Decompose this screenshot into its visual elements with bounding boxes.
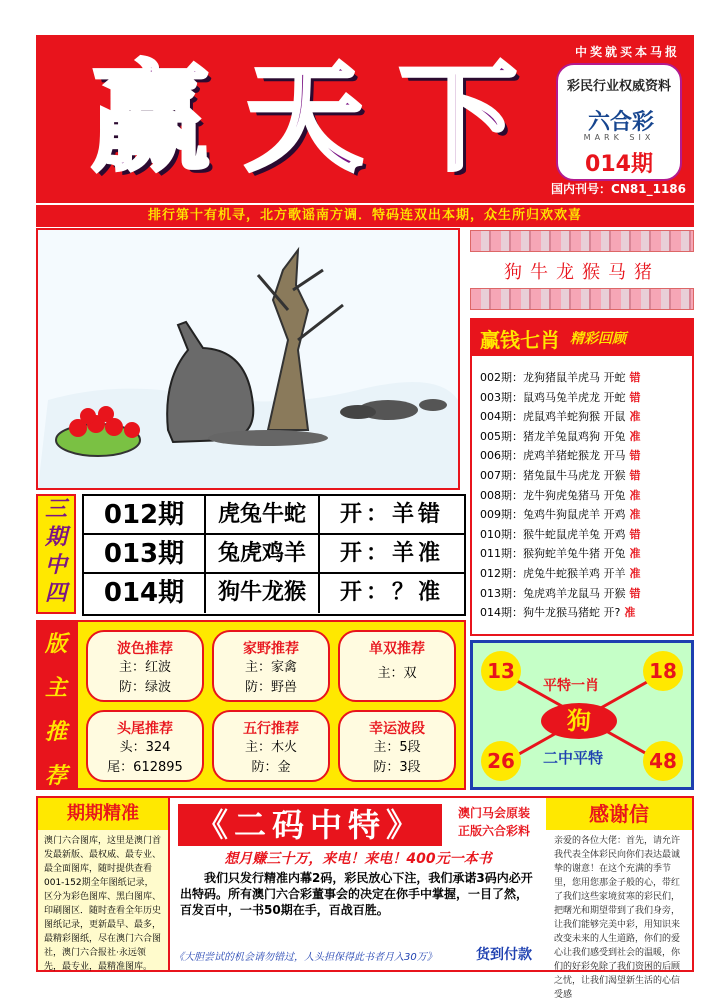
- winning-row-text: 009期：兔鸡牛狗鼠虎羊 开鸡: [480, 508, 626, 522]
- winning-row-result: 准: [629, 410, 641, 424]
- winning-row: [480, 525, 692, 545]
- row-combo: 兔虎鸡羊: [206, 535, 320, 572]
- card-line: 防：野兽: [244, 680, 297, 695]
- banner-right-line: 澳门马会原装: [457, 806, 530, 820]
- recommend-char: 主: [44, 676, 67, 701]
- footer-foot: 《大胆尝试的机会请勿错过，人头担保得此书者月入30万》: [174, 952, 437, 963]
- banknote-strip-top: [470, 230, 694, 252]
- row-result: 开：羊准: [339, 541, 444, 566]
- row-issue: 012期: [84, 496, 206, 533]
- winning-panel-subtitle: 精彩回顾: [570, 331, 626, 347]
- winning-row: [480, 486, 692, 506]
- masthead-tagline: 中奖就买本马报: [574, 45, 680, 59]
- banner-right-line: 正版六合彩料: [457, 824, 530, 838]
- winning-row: [480, 564, 692, 584]
- card-line: 主：家禽: [244, 660, 297, 675]
- winning-row-text: 005期：猪龙羊兔鼠鸡狗 开兔: [480, 429, 626, 443]
- footer-middle: [172, 798, 544, 970]
- card-line: 防：3段: [373, 760, 421, 775]
- winning-row-text: 014期：狗牛龙猴马猪蛇 开?: [480, 606, 621, 620]
- riddle-slogan: 排行第十有机寻，北方歌谣南方调．特码连双出本期，众生所归欢欢喜: [36, 203, 694, 227]
- row-combo: 虎兔牛蛇: [206, 496, 320, 533]
- winning-row-text: 012期：虎兔牛蛇猴羊鸡 开羊: [480, 566, 626, 580]
- banner-right: [446, 804, 542, 840]
- winning-row-text: 002期：龙狗猪鼠羊虎马 开蛇: [480, 371, 626, 384]
- kangaroo-tree-illustration: [36, 228, 460, 490]
- number-ball: 18: [643, 651, 683, 691]
- card-line: 主：双: [377, 666, 417, 681]
- card-title: 幸运波段: [369, 721, 425, 737]
- row-issue: 014期: [84, 574, 206, 613]
- two-code-banner: 《二码中特》: [178, 804, 442, 846]
- three-period-char: 三: [44, 497, 67, 522]
- winning-row: [480, 368, 692, 388]
- card-line: 主：5段: [373, 740, 421, 755]
- card-line: 头：324: [119, 740, 171, 755]
- special-second: 二中平特: [543, 749, 604, 767]
- table-row: [84, 535, 464, 574]
- winning-row-result: 准: [629, 566, 641, 580]
- issue-badge: [556, 63, 682, 181]
- winning-row-text: 003期：鼠鸡马兔羊虎龙 开蛇: [480, 390, 626, 404]
- kangaroo-illustration-icon: [38, 230, 458, 488]
- recommend-card-five-elements: [212, 710, 330, 782]
- cash-on-delivery: 货到付款: [476, 947, 532, 963]
- three-period-label: [36, 494, 76, 614]
- recommend-label: [36, 620, 76, 790]
- footer-left-title: 期期精准: [38, 798, 168, 830]
- recommend-char: 版: [44, 632, 67, 657]
- row-result: 开：羊错: [339, 502, 444, 527]
- winning-row-result: 准: [629, 508, 641, 522]
- thanks-letter-text: 亲爱的各位大佬：首先，请允许我代表全体彩民向你们表达最诚挚的谢意！在这个充满的季节里，您用您那金子般的心，带红了我们这些家境贫寒的彩民们，把曙光和期望带到了我们身旁，让我们能够完美中彩，用知识来改变未来的人生道路，你们的爱心让我们感受到社会的温暖，你们的好彩免除了我们资困的后顾之忧，让我们渴望新生活的心信受感: [554, 836, 681, 1000]
- publication-number: 国内刊号：CN81_1186: [551, 182, 686, 196]
- card-line: 尾：612895: [107, 760, 183, 775]
- winning-row: [480, 427, 692, 447]
- row-issue: 013期: [84, 535, 206, 572]
- winning-row-result: 准: [629, 429, 641, 443]
- winning-seven-zodiac-panel: [470, 318, 694, 636]
- card-line: 防：绿波: [118, 680, 171, 695]
- winning-row-text: 008期：龙牛狗虎兔猪马 开兔: [480, 488, 626, 502]
- footer-slogan: 想月赚三十万，来电！来电！400元一本书: [224, 851, 492, 867]
- winning-row-result: 准: [629, 547, 641, 561]
- three-period-table: [82, 494, 466, 616]
- footer-left-text: 澳门六合图库，这里是澳门首发最新版、最权威、最专业、最全面图库，随时提供查看001-152期全年图纸记录，区分为彩色图库、黑白图库、印刷图区．随时查看全年历史图纸记录，更新最早、最多，最精彩图纸，尽在澳门六合图社，澳门六合报社·永远领先，最专业，最精准图库。: [44, 836, 162, 972]
- banknote-strip-bottom: [470, 288, 694, 310]
- zodiac-animals: 狗牛龙猴马猪: [504, 262, 660, 283]
- table-row: [84, 574, 464, 613]
- winning-rows: [472, 356, 692, 623]
- row-result: 开：？准: [339, 580, 444, 605]
- card-title: 单双推荐: [369, 641, 425, 657]
- zodiac-strip: [470, 230, 694, 314]
- special-animal: 狗: [541, 703, 617, 739]
- card-title: 五行推荐: [243, 721, 299, 737]
- badge-caption: 彩民行业权威资料: [566, 79, 671, 94]
- three-period-char: 四: [44, 581, 67, 606]
- winning-row-result: 错: [629, 371, 641, 384]
- winning-row-text: 013期：兔虎鸡羊龙鼠马 开猴: [480, 586, 626, 600]
- special-zodiac-panel: [470, 640, 694, 790]
- recommend-card-odd-even: [338, 630, 456, 702]
- winning-row: [480, 584, 692, 604]
- recommend-char: 推: [44, 720, 67, 745]
- winning-row-result: 错: [629, 390, 641, 404]
- mark-six-logo: 六合彩: [587, 110, 654, 135]
- winning-row: [480, 603, 692, 623]
- recommend-card-lucky-range: [338, 710, 456, 782]
- winning-row-result: 错: [629, 586, 641, 600]
- recommend-card-head-tail: [86, 710, 204, 782]
- recommend-card-domestic: [212, 630, 330, 702]
- card-line: 防：金: [251, 760, 291, 775]
- issue-number: 014期: [585, 152, 653, 177]
- three-period-char: 中: [44, 553, 67, 578]
- recommend-card-color: [86, 630, 204, 702]
- table-row: [84, 496, 464, 535]
- card-title: 家野推荐: [243, 641, 299, 657]
- special-label: 平特一肖: [543, 678, 599, 694]
- number-ball: 48: [643, 741, 683, 781]
- row-combo: 狗牛龙猴: [206, 574, 320, 613]
- winning-row: [480, 544, 692, 564]
- footer-right: [546, 798, 692, 1000]
- winning-row-result: 错: [629, 527, 641, 541]
- winning-row-text: 010期：猴牛蛇鼠虎羊兔 开鸡: [480, 527, 626, 541]
- winning-row-text: 006期：虎鸡羊猪蛇猴龙 开马: [480, 449, 626, 463]
- footer-left: [38, 798, 170, 970]
- thanks-letter-title: 感谢信: [546, 798, 692, 830]
- recommend-area: [76, 620, 466, 790]
- card-title: 波色推荐: [117, 641, 173, 657]
- masthead: [36, 35, 694, 203]
- card-title: 头尾推荐: [117, 721, 173, 737]
- winning-panel-header: [472, 320, 692, 356]
- winning-row: [480, 407, 692, 427]
- recommend-char: 荐: [44, 764, 67, 789]
- winning-row: [480, 466, 692, 486]
- card-line: 主：红波: [118, 660, 171, 675]
- mark-six-logo-sub: MARK SIX: [583, 133, 655, 142]
- winning-row: [480, 446, 692, 466]
- number-ball: 26: [481, 741, 521, 781]
- winning-panel-title: 赢钱七肖: [480, 327, 560, 352]
- winning-row-result: 准: [629, 488, 641, 502]
- number-ball: 13: [481, 651, 521, 691]
- winning-row: [480, 388, 692, 408]
- winning-row: [480, 505, 692, 525]
- three-period-char: 期: [44, 525, 67, 550]
- winning-row-result: 错: [629, 449, 641, 463]
- winning-row-result: 准: [624, 606, 636, 620]
- winning-row-text: 004期：虎鼠鸡羊蛇狗猴 开鼠: [480, 410, 626, 424]
- masthead-title: 赢天下: [91, 49, 554, 187]
- card-line: 主：木火: [244, 740, 297, 755]
- winning-row-text: 007期：猪兔鼠牛马虎龙 开猴: [480, 468, 626, 482]
- footer-body: 我们只发行精准内幕2码，彩民放心下注，我们承诺3码内必开出特码。所有澳门六合彩董事会的决定在你手中掌握，一目了然，百发百中，一书50期在手，百战百胜。: [180, 871, 533, 917]
- winning-row-text: 011期：猴狗蛇羊兔牛猪 开兔: [480, 547, 626, 561]
- footer-section: [36, 796, 694, 1000]
- winning-row-result: 错: [629, 468, 641, 482]
